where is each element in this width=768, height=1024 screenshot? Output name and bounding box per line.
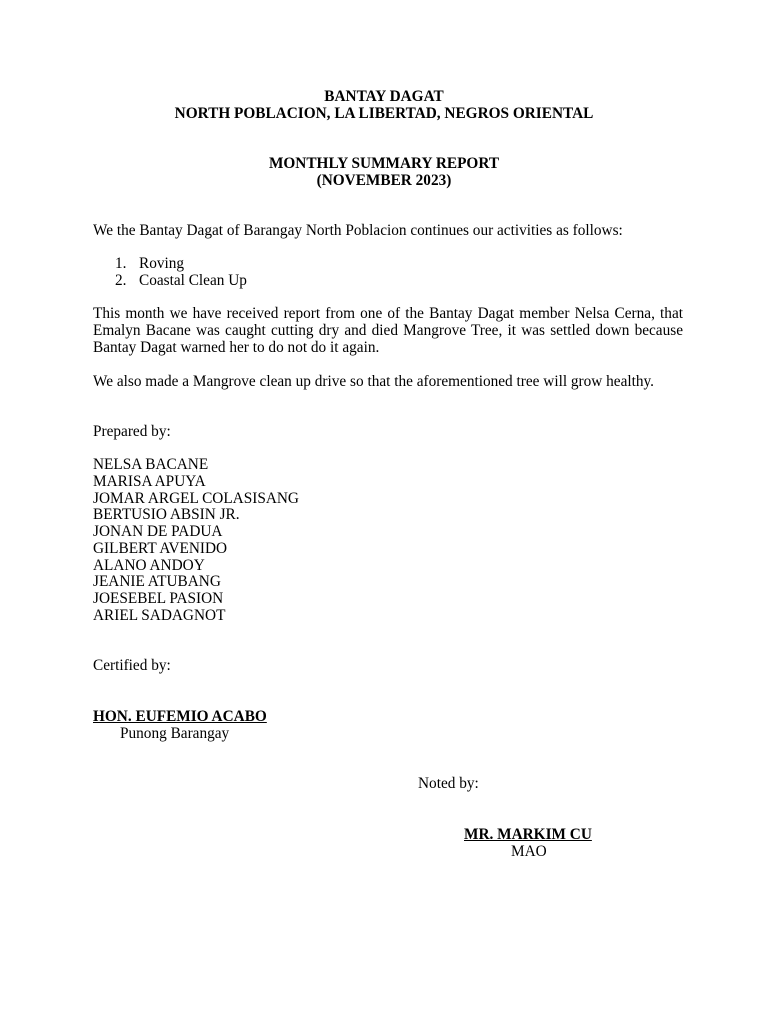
list-item-number: 2. bbox=[115, 272, 127, 289]
report-title: MONTHLY SUMMARY REPORT bbox=[268, 155, 500, 172]
report-period: (NOVEMBER 2023) bbox=[316, 172, 452, 189]
noter-position: MAO bbox=[511, 843, 547, 860]
prepared-by-label: Prepared by: bbox=[93, 423, 171, 440]
preparer-name: GILBERT AVENIDO bbox=[93, 539, 228, 557]
intro-text: We the Bantay Dagat of Barangay North Poblacion continues our activities as follows: bbox=[93, 222, 623, 239]
cleanup-paragraph: We also made a Mangrove clean up drive so that the aforementioned tree will grow healthy. bbox=[93, 373, 655, 390]
org-heading: BANTAY DAGAT bbox=[324, 88, 444, 105]
preparer-name: JOMAR ARGEL COLASISANG bbox=[93, 489, 299, 507]
certified-by-label: Certified by: bbox=[93, 657, 171, 674]
preparer-name: BERTUSIO ABSIN JR. bbox=[93, 506, 240, 524]
location-heading: NORTH POBLACION, LA LIBERTAD, NEGROS ORIENTAL bbox=[174, 105, 594, 122]
preparer-name: JEANIE ATUBANG bbox=[93, 573, 221, 591]
certifier-position: Punong Barangay bbox=[120, 725, 230, 742]
noted-by-label: Noted by: bbox=[418, 775, 479, 792]
preparer-name: NELSA BACANE bbox=[93, 456, 209, 473]
list-item-number: 1. bbox=[115, 255, 127, 272]
preparer-name: JOESEBEL PASION bbox=[93, 590, 224, 607]
noter-name: MR. MARKIM CU bbox=[464, 826, 592, 843]
list-item bbox=[93, 272, 247, 289]
preparer-name: MARISA APUYA bbox=[93, 472, 206, 490]
preparer-name: ALANO ANDOY bbox=[93, 556, 205, 574]
preparer-name: JONAN DE PADUA bbox=[93, 523, 223, 540]
list-item-label: Coastal Clean Up bbox=[139, 272, 247, 289]
list-item-label: Roving bbox=[139, 255, 185, 272]
certifier-name: HON. EUFEMIO ACABO bbox=[93, 708, 267, 725]
activities-list bbox=[93, 255, 247, 289]
preparers-list bbox=[93, 457, 299, 625]
preparer-name: ARIEL SADAGNOT bbox=[93, 606, 226, 624]
incident-paragraph: This month we have received report from one of the Bantay Dagat member Nelsa Cerna, that Emalyn Bacane was caught cutting dry and died Mangrove Tree, it was settled down because Bantay Dagat warned her to do not do it again. bbox=[93, 305, 683, 356]
list-item bbox=[93, 255, 247, 272]
